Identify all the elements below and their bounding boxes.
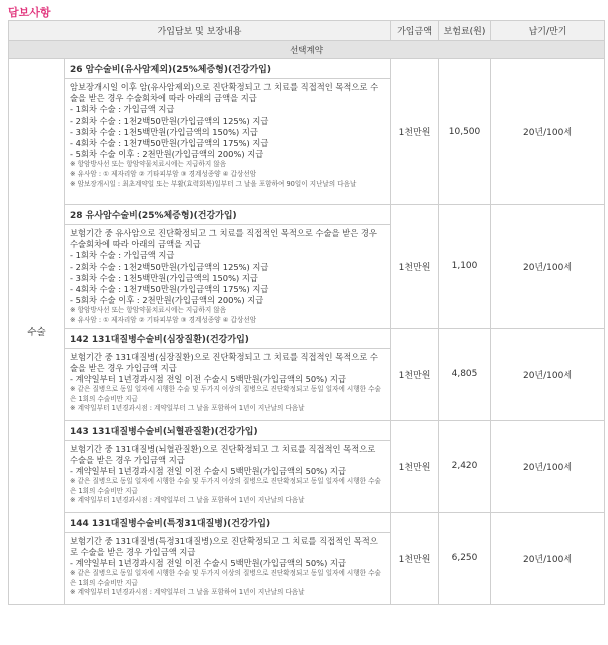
header-term: 납기/만기 bbox=[491, 21, 605, 41]
payment-step: - 계약일부터 1년경과시점 전일 이전 수술시 5백만원(가입금액의 50%) 지급 bbox=[70, 466, 346, 477]
amount-cell: 1천만원 bbox=[391, 328, 439, 420]
premium-cell: 1,100 bbox=[439, 205, 491, 329]
table-header-row bbox=[9, 21, 605, 41]
description-text: 보험기간 중 131대질병(뇌혈관질환)으로 진단확정되고 그 치료를 직접적인 목적으로 수술을 받은 경우 가입금액 지급 bbox=[70, 443, 376, 465]
coverage-title: 28 유사암수술비(25%체증형)(건강가입) bbox=[65, 205, 390, 225]
term-cell: 20년/100세 bbox=[491, 205, 605, 329]
amount-cell: 1천만원 bbox=[391, 512, 439, 604]
coverage-title: 142 131대질병수술비(심장질환)(건강가입) bbox=[65, 329, 390, 349]
coverage-row bbox=[9, 512, 605, 604]
category-cell: 수술 bbox=[9, 59, 65, 605]
section-title: 담보사항 bbox=[8, 6, 51, 19]
coverage-description bbox=[65, 79, 390, 191]
coverage-note: ※ 계약일부터 1년경과시점 : 계약일부터 그 날을 포함하여 1년이 지난날의 다음날 bbox=[70, 404, 305, 413]
payment-step: - 2회차 수술 : 1천2백50만원(가입금액의 125%) 지급 bbox=[70, 115, 269, 126]
payment-step: - 1회차 수술 : 가입금액 지급 bbox=[70, 104, 175, 115]
payment-step: - 2회차 수술 : 1천2백50만원(가입금액의 125%) 지급 bbox=[70, 261, 269, 272]
amount-cell: 1천만원 bbox=[391, 420, 439, 512]
description-text: 보험기간 중 유사암으로 진단확정되고 그 치료를 직접적인 목적으로 수술을 받은 경우 수술회차에 따라 아래의 금액을 지급 bbox=[70, 228, 377, 250]
term-cell: 20년/100세 bbox=[491, 420, 605, 512]
coverage-note: ※ 계약일부터 1년경과시점 : 계약일부터 그 날을 포함하여 1년이 지난날의 다음날 bbox=[70, 588, 305, 597]
coverage-note: ※ 같은 질병으로 동일 일자에 시행한 수술 및 두가지 이상의 질병으로 진단확정되고 동일 일자에 시행한 수술은 1회의 수술비만 지급 bbox=[70, 385, 381, 403]
premium-cell: 6,250 bbox=[439, 512, 491, 604]
payment-step: - 계약일부터 1년경과시점 전일 이전 수술시 5백만원(가입금액의 50%) 지급 bbox=[70, 558, 346, 569]
coverage-description bbox=[65, 349, 390, 416]
description-text: 암보장개시일 이후 암(유사암제외)으로 진단확정되고 그 치료를 직접적인 목적으로 수술을 받은 경우 수술회차에 따라 아래의 금액을 지급 bbox=[70, 82, 379, 104]
coverage-title: 26 암수술비(유사암제외)(25%체증형)(건강가입) bbox=[65, 59, 390, 79]
coverage-item bbox=[65, 328, 391, 420]
coverage-item bbox=[65, 512, 391, 604]
subheader-row bbox=[9, 41, 605, 59]
payment-step: - 1회차 수술 : 가입금액 지급 bbox=[70, 250, 175, 261]
payment-step: - 5회차 수술 이후 : 2천만원(가입금액의 200%) 지급 bbox=[70, 149, 264, 160]
coverage-note: ※ 암보장개시일 : 최초계약일 또는 부활(효력회복)일부터 그 날을 포함하여 90일이 지난날의 다음날 bbox=[70, 179, 357, 188]
description-text: 보험기간 중 131대질병(심장질환)으로 진단확정되고 그 치료를 직접적인 목적으로 수술을 받은 경우 가입금액 지급 bbox=[70, 351, 378, 373]
amount-cell: 1천만원 bbox=[391, 59, 439, 205]
coverage-note: ※ 항암방사선 또는 항암약물치료시에는 지급하지 않음 bbox=[70, 160, 227, 169]
coverage-row bbox=[9, 328, 605, 420]
coverage-row bbox=[9, 59, 605, 205]
coverage-description bbox=[65, 441, 390, 508]
coverage-row bbox=[9, 420, 605, 512]
header-coverage: 가입담보 및 보장내용 bbox=[9, 21, 391, 41]
payment-step: - 4회차 수술 : 1천7백50만원(가입금액의 175%) 지급 bbox=[70, 138, 269, 149]
coverage-note: ※ 유사암 : ① 제자리암 ② 기타피부암 ③ 경계성종양 ④ 갑상선암 bbox=[70, 316, 257, 325]
premium-cell: 2,420 bbox=[439, 420, 491, 512]
term-cell: 20년/100세 bbox=[491, 328, 605, 420]
coverage-description bbox=[65, 225, 390, 328]
premium-cell: 10,500 bbox=[439, 59, 491, 205]
coverage-title: 143 131대질병수술비(뇌혈관질환)(건강가입) bbox=[65, 421, 390, 441]
payment-step: - 3회차 수술 : 1천5백만원(가입금액의 150%) 지급 bbox=[70, 126, 258, 137]
premium-cell: 4,805 bbox=[439, 328, 491, 420]
header-premium: 보험료(원) bbox=[439, 21, 491, 41]
subheader-label: 선택계약 bbox=[9, 41, 605, 59]
coverage-description bbox=[65, 533, 390, 600]
coverage-note: ※ 항암방사선 또는 항암약물치료시에는 지급하지 않음 bbox=[70, 306, 227, 315]
header-amount: 가입금액 bbox=[391, 21, 439, 41]
description-text: 보험기간 중 131대질병(특정31대질병)으로 진단확정되고 그 치료를 직접적인 목적으로 수술을 받은 경우 가입금액 지급 bbox=[70, 535, 378, 557]
coverage-table bbox=[8, 20, 605, 605]
coverage-row bbox=[9, 205, 605, 329]
payment-step: - 4회차 수술 : 1천7백50만원(가입금액의 175%) 지급 bbox=[70, 284, 269, 295]
coverage-note: ※ 같은 질병으로 동일 일자에 시행한 수술 및 두가지 이상의 질병으로 진단확정되고 동일 일자에 시행한 수술은 1회의 수술비만 지급 bbox=[70, 477, 381, 495]
coverage-note: ※ 유사암 : ① 제자리암 ② 기타피부암 ③ 경계성종양 ④ 갑상선암 bbox=[70, 170, 257, 179]
coverage-item bbox=[65, 59, 391, 205]
payment-step: - 3회차 수술 : 1천5백만원(가입금액의 150%) 지급 bbox=[70, 272, 258, 283]
payment-step: - 5회차 수술 이후 : 2천만원(가입금액의 200%) 지급 bbox=[70, 295, 264, 306]
coverage-note: ※ 같은 질병으로 동일 일자에 시행한 수술 및 두가지 이상의 질병으로 진단확정되고 동일 일자에 시행한 수술은 1회의 수술비만 지급 bbox=[70, 569, 381, 587]
coverage-item bbox=[65, 420, 391, 512]
coverage-title: 144 131대질병수술비(특정31대질병)(건강가입) bbox=[65, 513, 390, 533]
amount-cell: 1천만원 bbox=[391, 205, 439, 329]
term-cell: 20년/100세 bbox=[491, 59, 605, 205]
coverage-note: ※ 계약일부터 1년경과시점 : 계약일부터 그 날을 포함하여 1년이 지난날의 다음날 bbox=[70, 496, 305, 505]
term-cell: 20년/100세 bbox=[491, 512, 605, 604]
coverage-item bbox=[65, 205, 391, 329]
payment-step: - 계약일부터 1년경과시점 전일 이전 수술시 5백만원(가입금액의 50%) 지급 bbox=[70, 374, 346, 385]
